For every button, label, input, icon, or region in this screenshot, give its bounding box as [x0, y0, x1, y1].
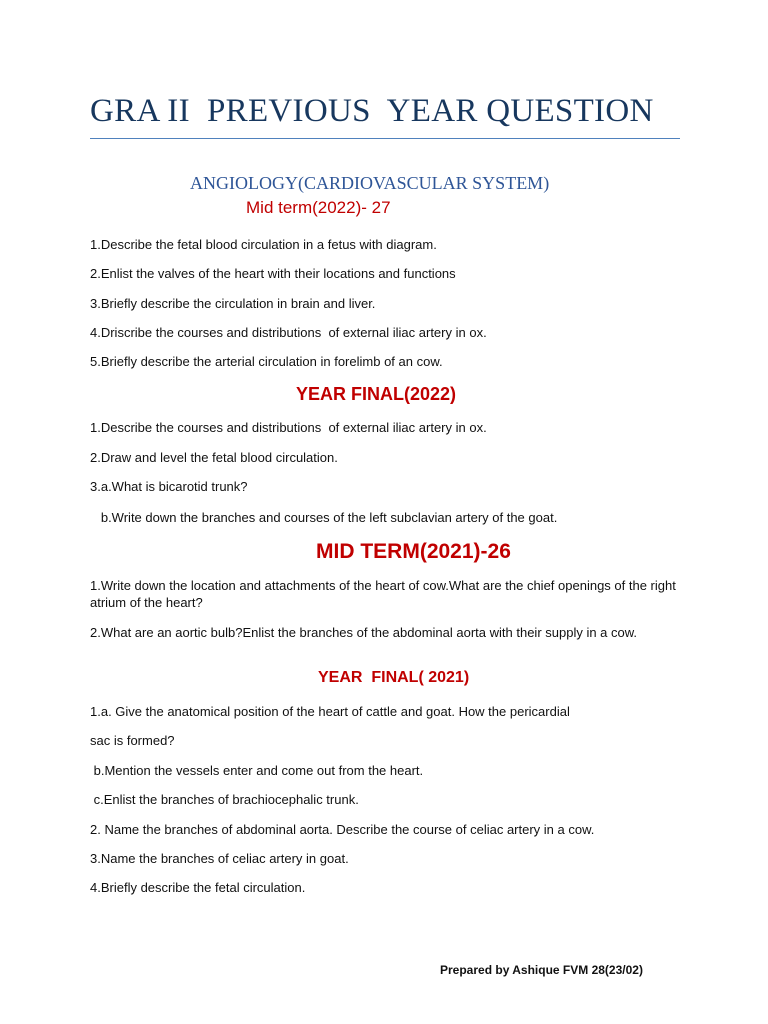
question-item: 2.What are an aortic bulb?Enlist the branches of the abdominal aorta with their supply in a cow. [90, 625, 638, 640]
subject-heading: ANGIOLOGY(CARDIOVASCULAR SYSTEM) [190, 173, 550, 193]
question-item: 2.Enlist the valves of the heart with their locations and functions [90, 266, 456, 281]
question-item: 3.Name the branches of celiac artery in goat. [90, 851, 349, 866]
question-item: 2.Draw and level the fetal blood circulation. [90, 450, 338, 465]
question-item: 2. Name the branches of abdominal aorta. Describe the course of celiac artery in a cow. [90, 822, 595, 837]
section-heading-year-final-2021: YEAR FINAL( 2021) [318, 669, 470, 686]
section-heading-mid-term-2021: MID TERM(2021)-26 [316, 540, 511, 563]
prepared-by-footer: Prepared by Ashique FVM 28(23/02) [440, 963, 643, 977]
question-item: 1.a. Give the anatomical position of the heart of cattle and goat. How the pericardial [90, 704, 570, 719]
question-item: b.Write down the branches and courses of the left subclavian artery of the goat. [90, 510, 558, 525]
question-item: 1.Describe the courses and distributions of external iliac artery in ox. [90, 420, 487, 435]
question-item: c.Enlist the branches of brachiocephalic trunk. [90, 792, 359, 807]
question-item: b.Mention the vessels enter and come out from the heart. [90, 763, 424, 778]
question-item: 4.Driscribe the courses and distributions of external iliac artery in ox. [90, 325, 487, 340]
section-heading-year-final-2022: YEAR FINAL(2022) [296, 384, 457, 404]
question-item: 1.Describe the fetal blood circulation in a fetus with diagram. [90, 237, 437, 252]
page-title: GRA II PREVIOUS YEAR QUESTION [90, 93, 654, 129]
section-heading-mid-term-2022: Mid term(2022)- 27 [246, 198, 391, 217]
question-item: 3.a.What is bicarotid trunk? [90, 479, 248, 494]
question-item: sac is formed? [90, 733, 175, 748]
question-item: 3.Briefly describe the circulation in brain and liver. [90, 296, 376, 311]
question-item: 1.Write down the location and attachments of the heart of cow.What are the chief openings of the right atrium of the heart? [90, 578, 680, 610]
question-item: 4.Briefly describe the fetal circulation. [90, 880, 306, 895]
question-item: 5.Briefly describe the arterial circulation in forelimb of an cow. [90, 354, 443, 369]
title-underline [90, 138, 680, 139]
